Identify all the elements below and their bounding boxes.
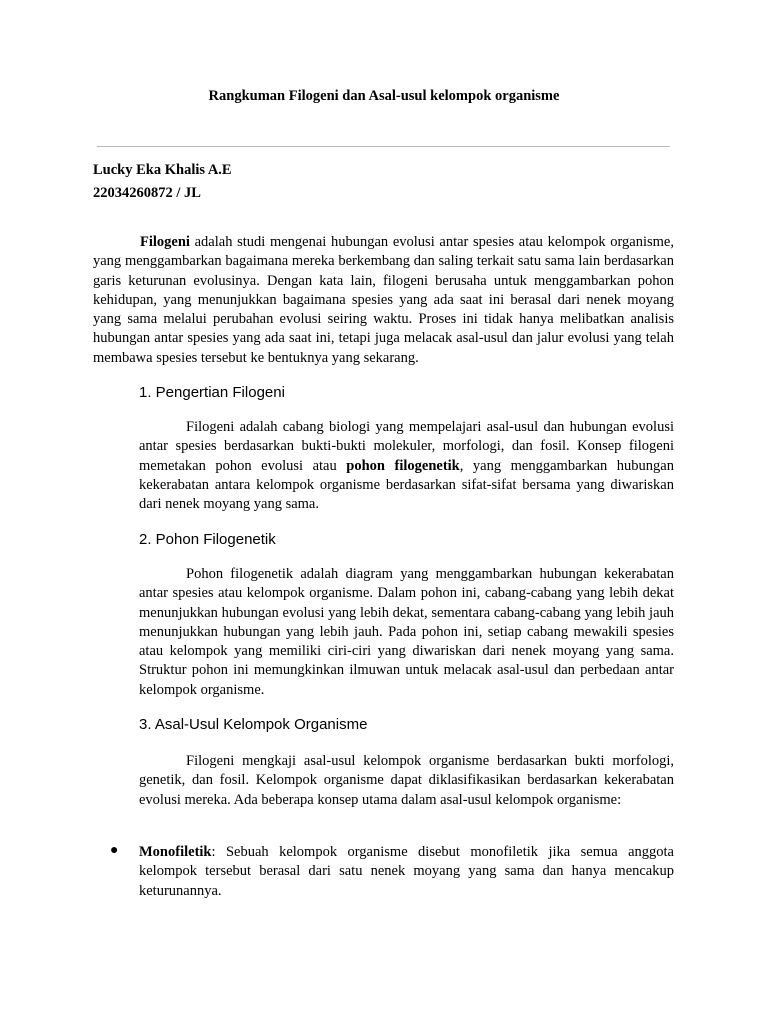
section-paragraph-2: Pohon filogenetik adalah diagram yang menggambarkan hubungan kekerabatan antar spesies atau kelompok organisme. Dalam pohon ini, cabang-cabang yang lebih dekat menunjukkan hubungan evolusi yang lebih dekat, sementara cabang-cabang yang lebih jauh menunjukkan hubungan yang lebih jauh. Pada pohon ini, setiap cabang mewakili spesies atau kelompok yang memiliki ciri-ciri yang diwariskan dari nenek moyang yang sama. Struktur pohon ini memungkinkan ilmuwan untuk melacak asal-usul dan perbedaan antar kelompok organisme. bbox=[139, 566, 674, 698]
intro-bold-term: Filogeni bbox=[140, 234, 190, 250]
section-paragraph-1 bbox=[139, 418, 674, 514]
intro-paragraph bbox=[93, 233, 674, 368]
author-name: Lucky Eka Khalis A.E bbox=[93, 162, 232, 178]
intro-text: adalah studi mengenai hubungan evolusi antar spesies atau kelompok organisme, yang menggambarkan bagaimana mereka berkembang dan saling terkait satu sama lain berdasarkan garis keturunan evolusinya. Dengan kata lain, filogeni berusaha untuk menggambarkan pohon kehidupan, yang menunjukkan bagaimana spesies yang ada saat ini berasal dari nenek moyang yang sama melalui perubahan evolusi seiring waktu. Proses ini tidak hanya melibatkan analisis hubungan antar spesies yang ada saat ini, tetapi juga melacak asal-usul dan jalur evolusi yang telah membawa spesies tersebut ke bentuknya yang sekarang. bbox=[93, 234, 674, 366]
section-paragraph-3: Filogeni mengkaji asal-usul kelompok organisme berdasarkan bukti morfologi, genetik, dan fosil. Kelompok organisme dapat diklasifikasikan berdasarkan kekerabatan evolusi mereka. Ada beberapa konsep utama dalam asal-usul kelompok organisme: bbox=[139, 753, 674, 808]
author-id: 22034260872 / JL bbox=[93, 185, 201, 201]
section-heading-3: 3. Asal-Usul Kelompok Organisme bbox=[139, 716, 368, 733]
section-heading-1: 1. Pengertian Filogeni bbox=[139, 384, 285, 401]
bullet-text: : Sebuah kelompok organisme disebut monofiletik jika semua anggota kelompok tersebut berasal dari satu nenek moyang yang sama dan hanya mencakup keturunannya. bbox=[139, 844, 674, 899]
bullet-bold-term: Monofiletik bbox=[139, 844, 212, 860]
title-divider bbox=[97, 146, 670, 147]
author-block bbox=[93, 159, 232, 205]
bullet-marker: ● bbox=[110, 843, 119, 858]
document-title: Rangkuman Filogeni dan Asal-usul kelompok organisme bbox=[208, 88, 560, 104]
section-heading-2: 2. Pohon Filogenetik bbox=[139, 531, 276, 548]
section-1-bold-term: pohon filogenetik bbox=[346, 457, 460, 474]
section-1-text-b: , yang menggambarkan hubungan kekerabatan antara kelompok organisme berdasarkan sifat-sifat bersama yang diwariskan dari nenek moyang yang sama. bbox=[139, 457, 674, 513]
bullet-item-monofiletik bbox=[139, 843, 674, 901]
section-1-text-a: Filogeni adalah cabang biologi yang mempelajari asal-usul dan hubungan evolusi antar spesies berdasarkan bukti-bukti molekuler, morfologi, dan fosil. Konsep filogeni memetakan pohon evolusi atau bbox=[139, 419, 674, 474]
